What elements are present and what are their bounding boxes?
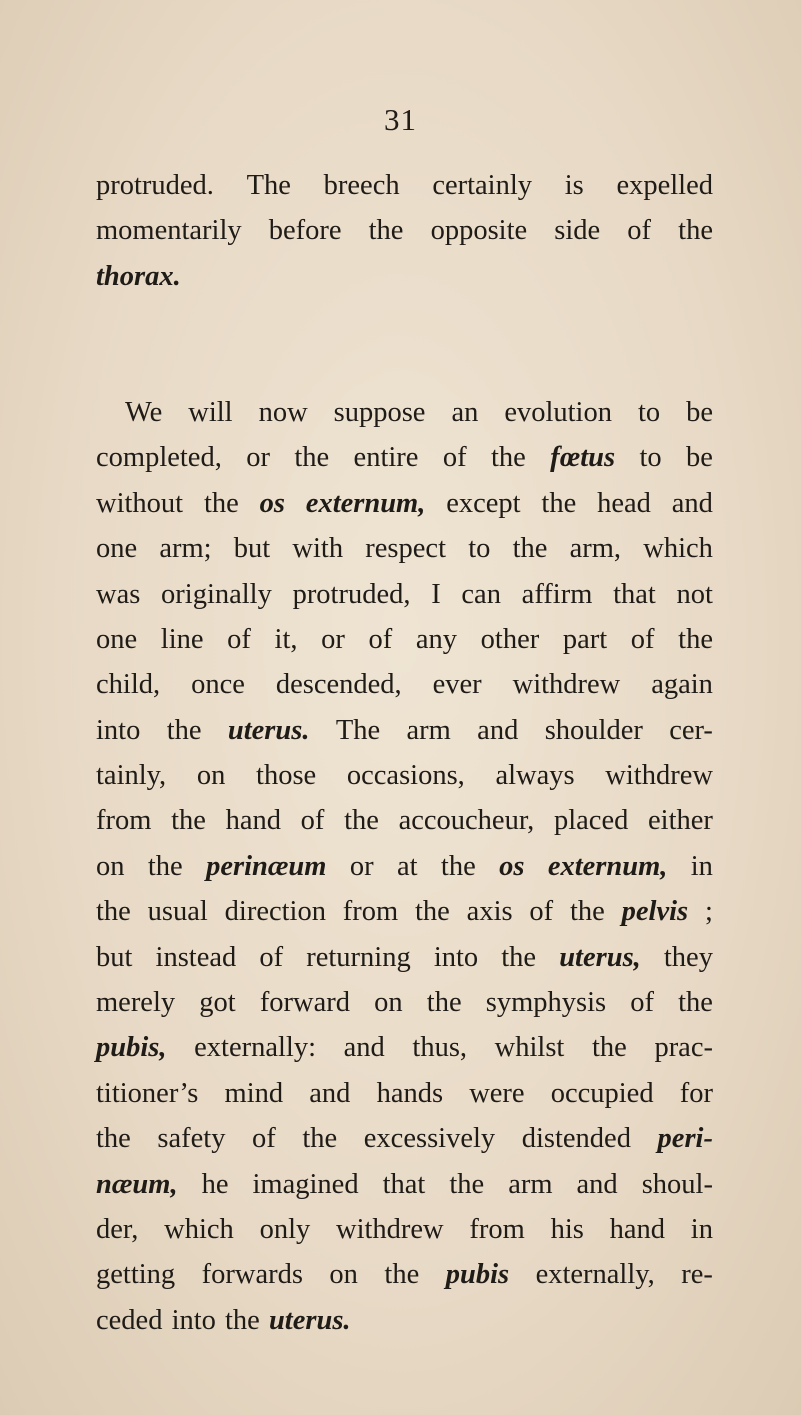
text-line: getting forwards on the pubis externally, re-	[96, 1259, 713, 1291]
text-line: one line of it, or of any other part of the	[96, 623, 713, 655]
text-line: on the perinæum or at the os externum, in	[96, 850, 713, 882]
paragraph-gap	[96, 299, 713, 390]
text-line: without the os externum, except the head and	[96, 487, 713, 519]
text-line: momentarily before the opposite side of the	[96, 215, 713, 247]
text-line: one arm; but with respect to the arm, which	[96, 533, 713, 565]
paragraph	[96, 163, 713, 299]
text-line: ceded into the uterus.	[96, 1304, 351, 1336]
text-line: pubis, externally: and thus, whilst the prac-	[96, 1032, 713, 1064]
text-line: thorax.	[96, 260, 181, 292]
text-line: into the uterus. The arm and shoulder cer-	[96, 714, 713, 746]
body-text	[96, 163, 713, 1343]
text-line: was originally protruded, I can affirm that not	[96, 578, 713, 610]
text-line: merely got forward on the symphysis of the	[96, 987, 713, 1019]
text-line: der, which only withdrew from his hand in	[96, 1214, 713, 1245]
text-line: child, once descended, ever withdrew again	[96, 669, 713, 701]
text-line: but instead of returning into the uterus, they	[96, 941, 713, 973]
text-line: from the hand of the accoucheur, placed either	[96, 805, 713, 837]
text-line: the usual direction from the axis of the pelvis ;	[96, 896, 713, 928]
paragraph	[96, 390, 713, 1343]
text-line: completed, or the entire of the fœtus to be	[96, 442, 713, 474]
text-line: We will now suppose an evolution to be	[125, 396, 713, 428]
text-line: the safety of the excessively distended peri-	[96, 1123, 713, 1155]
text-line: titioner’s mind and hands were occupied for	[96, 1077, 713, 1109]
text-line: tainly, on those occasions, always withdrew	[96, 760, 713, 792]
text-line: protruded. The breech certainly is expelled	[96, 170, 713, 201]
page-number: 31	[384, 102, 417, 137]
text-line: næum, he imagined that the arm and shoul-	[96, 1168, 713, 1200]
